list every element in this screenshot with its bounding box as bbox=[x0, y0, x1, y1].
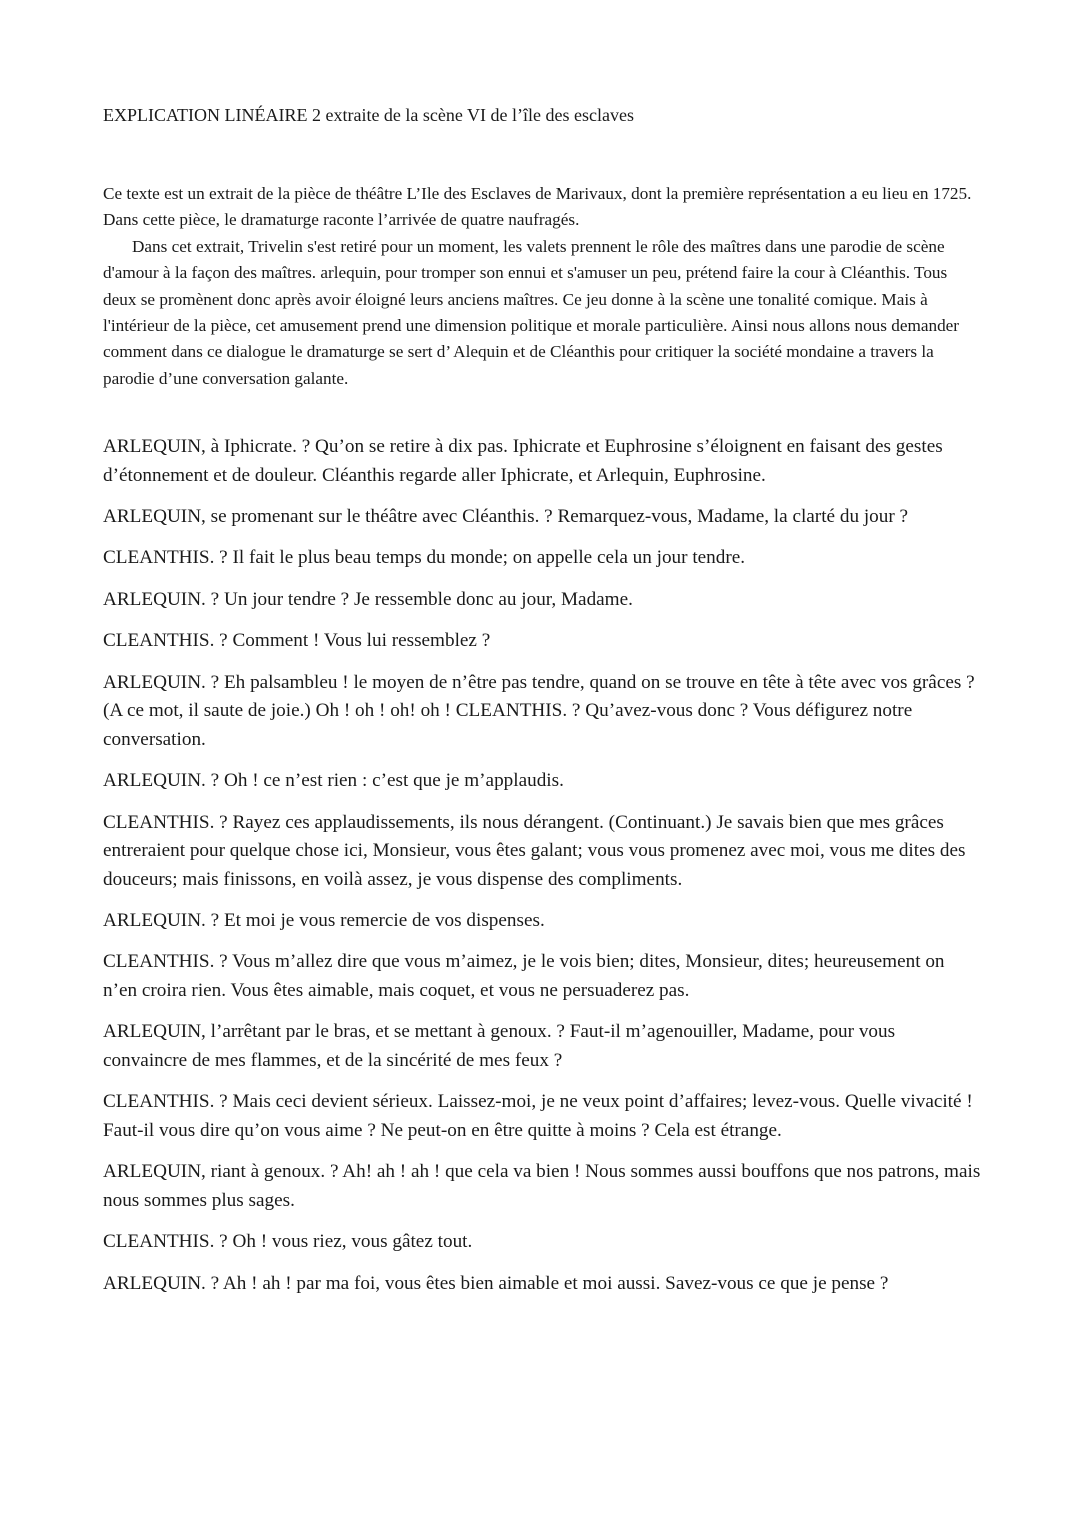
dialogue-line: ARLEQUIN, riant à genoux. ? Ah! ah ! ah ! que cela va bien ! Nous sommes aussi bouffons que nos patrons, mais nous sommes plus sages. bbox=[103, 1161, 981, 1212]
introduction bbox=[103, 181, 983, 392]
dialogue-line: CLEANTHIS. ? Il fait le plus beau temps du monde; on appelle cela un jour tendre. bbox=[103, 547, 746, 569]
dialogue-line: CLEANTHIS. ? Comment ! Vous lui ressemblez ? bbox=[103, 630, 491, 652]
dialogue-line: ARLEQUIN, se promenant sur le théâtre avec Cléanthis. ? Remarquez-vous, Madame, la clarté du jour ? bbox=[103, 505, 909, 527]
dialogue-line: CLEANTHIS. ? Rayez ces applaudissements, ils nous dérangent. (Continuant.) Je savais bien que mes grâces entreraient pour quelque chose ici, Monsieur, vous êtes galant; vous vous promenez avec moi, vous me dites des douceurs; mais finissons, en voilà assez, je vous dispense des compliments. bbox=[103, 811, 966, 890]
dialogue-line: ARLEQUIN. ? Ah ! ah ! par ma foi, vous êtes bien aimable et moi aussi. Savez-vous ce que je pense ? bbox=[103, 1272, 889, 1294]
dialogue-line: ARLEQUIN. ? Un jour tendre ? Je ressemble donc au jour, Madame. bbox=[103, 588, 633, 610]
intro-paragraph: Dans cet extrait, Trivelin s'est retiré pour un moment, les valets prennent le rôle des maîtres dans une parodie de scène d'amour à la façon des maîtres. arlequin, pour tromper son ennui et s'amuser un peu, prétend faire la cour à Cléanthis. Tous deux se promènent donc après avoir éloigné leurs anciens maîtres. Ce jeu donne à la scène une tonalité comique. Mais à l'intérieur de la pièce, cet amusement prend une dimension politique et morale particulière. Ainsi nous allons nous demander comment dans ce dialogue le dramaturge se sert d’ Alequin et de Cléanthis pour critiquer la société mondaine a travers la parodie d’une conversation galante. bbox=[103, 236, 960, 388]
dialogue-line: CLEANTHIS. ? Vous m’allez dire que vous m’aimez, je le vois bien; dites, Monsieur, dites; heureusement on n’en croira rien. Vous êtes aimable, mais coquet, et vous ne persuaderez pas. bbox=[103, 951, 945, 1002]
dialogue-line: ARLEQUIN, l’arrêtant par le bras, et se mettant à genoux. ? Faut-il m’agenouiller, Madame, pour vous convaincre de mes flammes, et de la sincérité de mes feux ? bbox=[103, 1021, 896, 1072]
dialogue-line: CLEANTHIS. ? Oh ! vous riez, vous gâtez tout. bbox=[103, 1231, 473, 1253]
dialogue-line: ARLEQUIN. ? Et moi je vous remercie de vos dispenses. bbox=[103, 910, 545, 932]
dialogue-excerpt bbox=[103, 433, 983, 1311]
document-title: EXPLICATION LINÉAIRE 2 extraite de la scène VI de l’île des esclaves bbox=[103, 105, 634, 125]
dialogue-line: ARLEQUIN, à Iphicrate. ? Qu’on se retire à dix pas. Iphicrate et Euphrosine s’éloignent en faisant des gestes d’étonnement et de douleur. Cléanthis regarde aller Iphicrate, et Arlequin, Euphrosine. bbox=[103, 436, 943, 486]
dialogue-line: ARLEQUIN. ? Oh ! ce n’est rien : c’est que je m’applaudis. bbox=[103, 770, 564, 792]
dialogue-line: CLEANTHIS. ? Mais ceci devient sérieux. Laissez-moi, je ne veux point d’affaires; levez-vous. Quelle vivacité ! Faut-il vous dire qu’on vous aime ? Ne peut-on en être quitte à moins ? Cela est étrange. bbox=[103, 1091, 973, 1142]
intro-paragraph: Ce texte est un extrait de la pièce de théâtre L’Ile des Esclaves de Marivaux, dont la première représentation a eu lieu en 1725. Dans cette pièce, le dramaturge raconte l’arrivée de quatre naufragés. bbox=[103, 184, 972, 230]
dialogue-line: ARLEQUIN. ? Eh palsambleu ! le moyen de n’être pas tendre, quand on se trouve en tête à tête avec vos grâces ? (A ce mot, il saute de joie.) Oh ! oh ! oh! oh ! CLEANTHIS. ? Qu’avez-vous donc ? Vous défigurez notre conversation. bbox=[103, 671, 975, 750]
